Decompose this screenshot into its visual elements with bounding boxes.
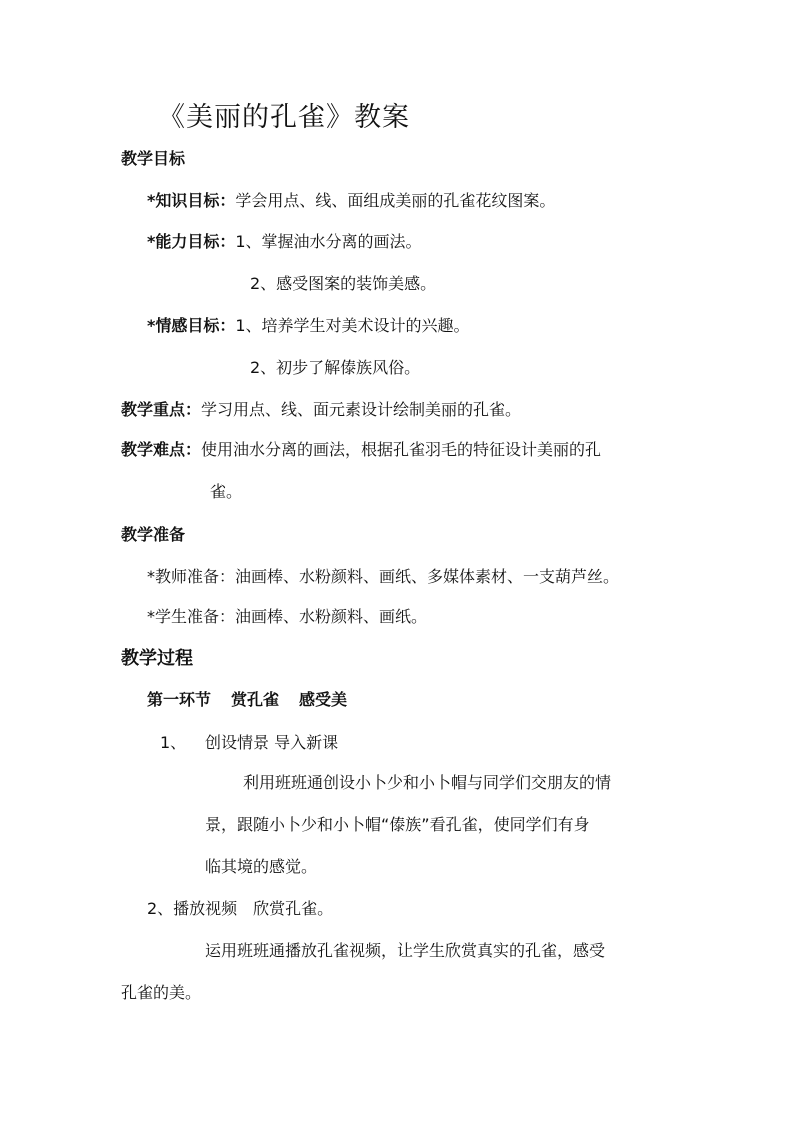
difficulty-text-1: 使用油水分离的画法，根据孔雀羽毛的特征设计美丽的孔: [201, 440, 602, 459]
section-1-part-1: 第一环节: [147, 690, 212, 709]
teacher-prep: [147, 567, 619, 587]
key-point-text: 学习用点、线、面元素设计绘制美丽的孔雀。: [201, 400, 522, 419]
key-point: [121, 400, 521, 420]
difficulty-label: 教学难点：: [121, 440, 202, 459]
knowledge-goal-label: *知识目标：: [147, 191, 236, 210]
ability-goal-item-1: 1、掌握油水分离的画法。: [235, 232, 422, 251]
step-1-number: 1、: [160, 733, 187, 752]
difficulty-text-2: 雀。: [210, 482, 243, 501]
step-1-paragraph-line-1: 利用班班通创设小卜少和小卜帽与同学们交朋友的情: [243, 773, 612, 792]
student-prep: [147, 607, 427, 627]
ability-goal: [147, 232, 422, 252]
teacher-prep-text: 油画棒、水粉颜料、画纸、多媒体素材、一支葫芦丝。: [235, 567, 620, 586]
step-2-paragraph-line-2: 孔雀的美。: [121, 983, 202, 1002]
student-prep-label: *学生准备：: [147, 607, 236, 626]
knowledge-goal: [147, 191, 555, 211]
page-title: 《美丽的孔雀》教案: [158, 102, 410, 133]
section-1-heading: [147, 690, 347, 710]
emotion-goal-item-1: 1、培养学生对美术设计的兴趣。: [235, 316, 470, 335]
step-1-title: 创设情景 导入新课: [205, 733, 339, 752]
student-prep-text: 油画棒、水粉颜料、画纸。: [235, 607, 428, 626]
section-1-part-2: 赏孔雀: [231, 690, 280, 709]
step-1-paragraph-line-2: 景，跟随小卜少和小卜帽“傣族”看孔雀，使同学们有身: [205, 815, 590, 834]
step-2-paragraph-line-1: 运用班班通播放孔雀视频，让学生欣赏真实的孔雀，感受: [205, 941, 606, 960]
step-2-title: 2、播放视频 欣赏孔雀。: [147, 899, 334, 918]
ability-goal-label: *能力目标：: [147, 232, 236, 251]
key-point-label: 教学重点：: [121, 400, 202, 419]
goals-heading: 教学目标: [121, 149, 186, 168]
prep-heading: 教学准备: [121, 525, 186, 544]
teacher-prep-label: *教师准备：: [147, 567, 236, 586]
process-heading: 教学过程: [121, 648, 193, 669]
step-1-paragraph-line-3: 临其境的感觉。: [205, 857, 318, 876]
emotion-goal-label: *情感目标：: [147, 316, 236, 335]
knowledge-goal-text: 学会用点、线、面组成美丽的孔雀花纹图案。: [235, 191, 556, 210]
emotion-goal-item-2: 2、初步了解傣族风俗。: [250, 358, 421, 377]
section-1-part-3: 感受美: [299, 690, 348, 709]
emotion-goal: [147, 316, 470, 336]
difficulty: [121, 440, 601, 460]
ability-goal-item-2: 2、感受图案的装饰美感。: [250, 274, 437, 293]
